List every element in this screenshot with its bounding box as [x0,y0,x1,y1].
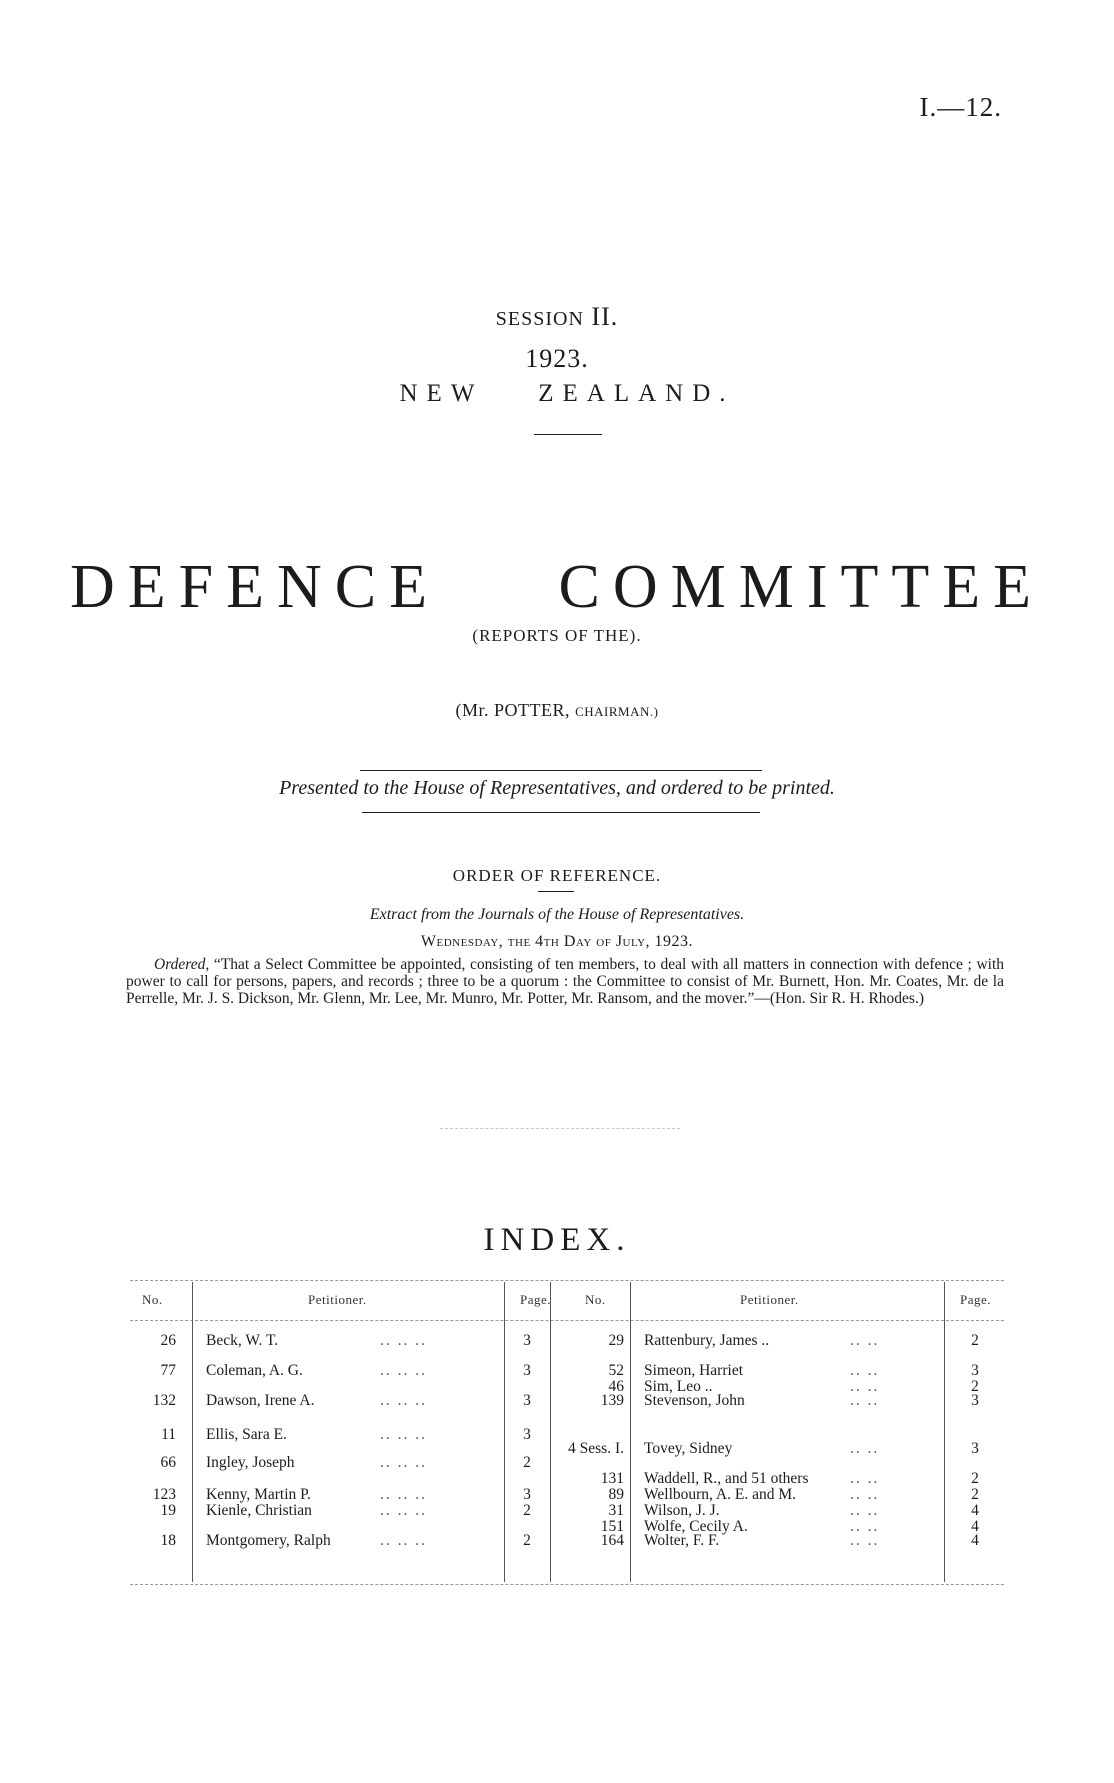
session-line [0,302,1114,332]
index-table [130,1270,1004,1590]
index-page: 2 [971,1486,979,1503]
index-page: 3 [523,1426,531,1443]
leader-dots: .. .. [850,1392,880,1409]
index-no: 131 [600,1470,624,1487]
index-no: 4 Sess. I. [568,1440,624,1457]
index-page: 2 [971,1378,979,1395]
country: NEW ZEALAND. [399,380,735,407]
index-no: 46 [608,1378,624,1395]
chairman-open: (Mr. [455,700,490,720]
index-page: 2 [971,1332,979,1349]
leader-dots: .. .. [850,1362,880,1379]
index-petitioner: Sim, Leo .. [644,1378,713,1395]
leader-dots: .. .. [850,1378,880,1395]
chairman-line [0,700,1114,721]
column-rule [944,1282,945,1582]
index-no: 19 [160,1502,176,1519]
index-petitioner: Simeon, Harriet [644,1362,744,1379]
leader-dots: .. .. [850,1532,880,1549]
report-subtitle: (REPORTS OF THE). [472,626,642,645]
index-petitioner: Stevenson, John [644,1392,745,1409]
table-bottom-rule [130,1584,1004,1585]
index-petitioner: Dawson, Irene A. [206,1392,315,1409]
leader-dots: .. .. [850,1502,880,1519]
index-no: 66 [160,1454,176,1471]
leader-dots: .. .. [850,1470,880,1487]
index-no: 52 [608,1362,624,1379]
leader-dots: .. .. .. [380,1426,427,1443]
index-no: 123 [152,1486,176,1503]
index-page: 3 [523,1332,531,1349]
index-page: 4 [971,1532,979,1549]
session-label: SESSION [495,308,584,330]
year: 1923. [525,344,589,373]
order-text: “That a Select Committee be appointed, consisting of ten members, to deal with all matters in connection with defence ; with power to call for persons, papers, and records ; three to be a quorum : the Committee to consist of Mr. Burnett, Hon. Mr. Coates, Mr. de la Perrelle, Mr. J. S. Dickson, Mr. Glenn, Mr. Lee, Mr. Munro, Mr. Potter, Mr. Ransom, and the mover.”—(Hon. Sir R. H. Rhodes.) [126,956,1004,1007]
index-petitioner: Wolter, F. F. [644,1532,720,1549]
document-reference: I.—12. [919,92,1002,122]
index-page: 4 [971,1518,979,1535]
index-no: 164 [600,1532,624,1549]
header-page-right: Page. [960,1292,992,1307]
print-specks [440,1128,680,1129]
index-petitioner: Kenny, Martin P. [206,1486,311,1503]
column-rule [550,1282,551,1582]
leader-dots: .. .. .. [380,1362,427,1379]
column-rule [192,1282,193,1582]
index-petitioner: Wolfe, Cecily A. [644,1518,748,1535]
index-petitioner: Waddell, R., and 51 others [644,1470,809,1487]
index-petitioner: Wilson, J. J. [644,1502,720,1519]
date-line: Wednesday, the 4th Day of July, 1923. [420,933,694,950]
index-page: 4 [971,1502,979,1519]
index-page: 3 [971,1392,979,1409]
index-page: 3 [523,1362,531,1379]
presented-line: Presented to the House of Representatives, and ordered to be printed. [279,777,835,799]
leader-dots: .. .. [850,1518,880,1535]
chairman-title: CHAIRMAN.) [575,704,659,719]
index-page: 2 [523,1502,531,1519]
index-petitioner: Montgomery, Ralph [206,1532,331,1549]
index-no: 29 [608,1332,624,1349]
divider-rule [538,891,574,892]
index-no: 77 [160,1362,176,1379]
leader-dots: .. .. [850,1440,880,1457]
index-petitioner: Rattenbury, James .. [644,1332,770,1349]
index-no: 89 [608,1486,624,1503]
chairman-name: POTTER, [494,700,571,720]
index-petitioner: Tovey, Sidney [644,1440,733,1457]
index-no: 132 [152,1392,176,1409]
divider-rule [360,770,762,771]
order-paragraph [126,956,1004,1007]
leader-dots: .. .. [850,1332,880,1349]
index-petitioner: Kienle, Christian [206,1502,312,1519]
header-petitioner-right: Petitioner. [740,1292,799,1307]
leader-dots: .. .. .. [380,1532,427,1549]
index-page: 2 [523,1532,531,1549]
index-petitioner: Ingley, Joseph [206,1454,295,1471]
index-petitioner: Ellis, Sara E. [206,1426,287,1443]
index-page: 3 [523,1392,531,1409]
column-rule [630,1282,631,1582]
ordered-label: Ordered, [154,956,210,973]
leader-dots: .. .. .. [380,1454,427,1471]
index-no: 151 [600,1518,624,1535]
index-page: 2 [523,1454,531,1471]
index-no: 18 [160,1532,176,1549]
leader-dots: .. .. .. [380,1332,427,1349]
index-petitioner: Wellbourn, A. E. and M. [644,1486,797,1503]
index-title: INDEX. [483,1222,631,1258]
header-page-left: Page. [520,1292,552,1307]
index-no: 139 [600,1392,624,1409]
index-no: 31 [608,1502,624,1519]
leader-dots: .. .. .. [380,1392,427,1409]
header-no-right: No. [585,1292,606,1307]
index-petitioner: Coleman, A. G. [206,1362,303,1379]
divider-rule [362,812,760,813]
index-page: 3 [971,1440,979,1457]
report-title: DEFENCE COMMITTEE [69,553,1045,621]
header-no-left: No. [142,1292,163,1307]
leader-dots: .. .. .. [380,1502,427,1519]
index-page: 3 [971,1362,979,1379]
session-number: II. [591,302,619,331]
leader-dots: .. .. [850,1486,880,1503]
index-no: 26 [160,1332,176,1349]
column-rule [504,1282,505,1582]
extract-line: Extract from the Journals of the House of Representatives. [369,906,745,923]
index-petitioner: Beck, W. T. [206,1332,279,1349]
index-page: 2 [971,1470,979,1487]
table-top-rule [130,1280,1004,1281]
divider-rule [534,434,602,435]
header-rule [130,1320,1004,1321]
header-petitioner-left: Petitioner. [308,1292,367,1307]
leader-dots: .. .. .. [380,1486,427,1503]
order-heading: ORDER OF REFERENCE. [452,866,662,885]
index-page: 3 [523,1486,531,1503]
index-no: 11 [161,1426,176,1443]
